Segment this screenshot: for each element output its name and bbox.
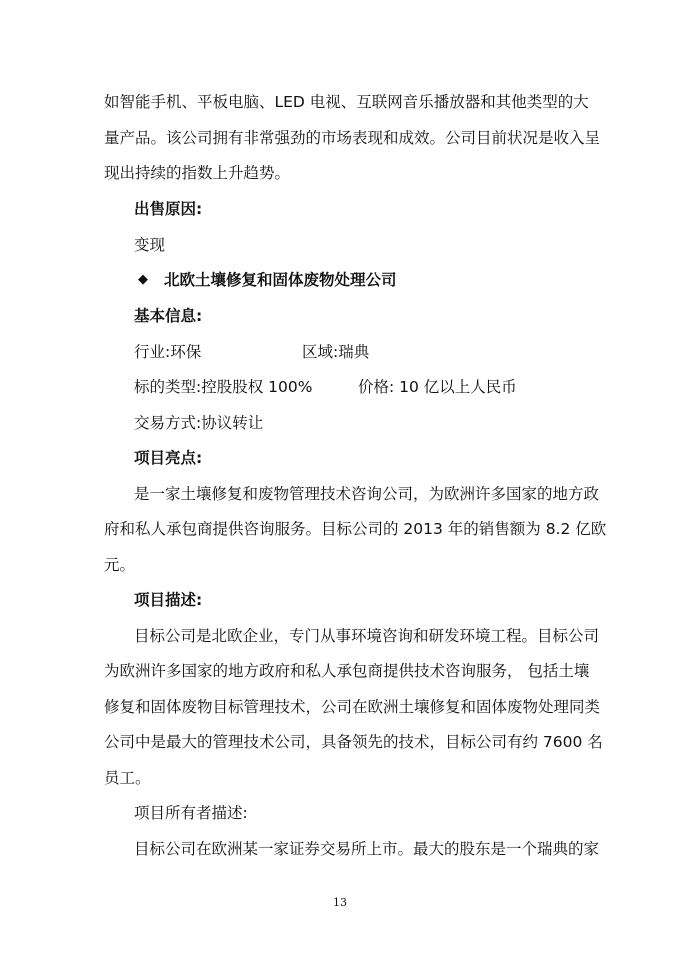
description-line-3: 修复和固体废物目标管理技术，公司在欧洲土壤修复和固体废物处理同类 (104, 698, 601, 716)
highlights-line-2: 府和私人承包商提供咨询服务。目标公司的 2013 年的销售额为 8.2 亿欧 (104, 520, 607, 538)
description-line-1: 目标公司是北欧企业，专门从事环境咨询和研发环境工程。目标公司 (134, 627, 600, 645)
region-field: 区域:瑞典 (302, 343, 370, 361)
description-line-2: 为欧洲许多国家的地方政府和私人承包商提供技术咨询服务， 包括土壤 (104, 662, 590, 680)
owner-line-1: 目标公司在欧洲某一家证券交易所上市。最大的股东是一个瑞典的家 (134, 840, 600, 858)
sale-reason-text: 变现 (134, 236, 166, 254)
owner-heading: 项目所有者描述: (134, 804, 248, 822)
industry-field: 行业:环保 (134, 343, 202, 361)
description-line-4: 公司中是最大的管理技术公司，具备领先的技术，目标公司有约 7600 名 (104, 733, 603, 751)
diamond-bullet-icon: ◆ (138, 272, 148, 287)
sale-reason-heading: 出售原因: (134, 200, 203, 218)
basic-info-heading: 基本信息: (134, 307, 203, 325)
price-field: 价格: 10 亿以上人民币 (358, 378, 517, 396)
highlights-line-1: 是一家土壤修复和废物管理技术咨询公司，为欧洲许多国家的地方政 (134, 485, 600, 503)
intro-line-2: 量产品。该公司拥有非常强劲的市场表现和成效。公司目前状况是收入呈 (104, 129, 601, 147)
description-line-5: 员工。 (104, 769, 151, 787)
intro-line-1: 如智能手机、平板电脑、LED 电视、互联网音乐播放器和其他类型的大 (104, 93, 589, 111)
company-title: 北欧土壤修复和固体废物处理公司 (164, 271, 397, 289)
target-type-field: 标的类型:控股股权 100% (134, 378, 313, 396)
page-number: 13 (333, 896, 347, 909)
transaction-field: 交易方式:协议转让 (134, 414, 264, 432)
highlights-heading: 项目亮点: (134, 449, 203, 467)
intro-line-3: 现出持续的指数上升趋势。 (104, 164, 291, 182)
highlights-line-3: 元。 (104, 556, 136, 574)
description-heading: 项目描述: (134, 591, 203, 609)
